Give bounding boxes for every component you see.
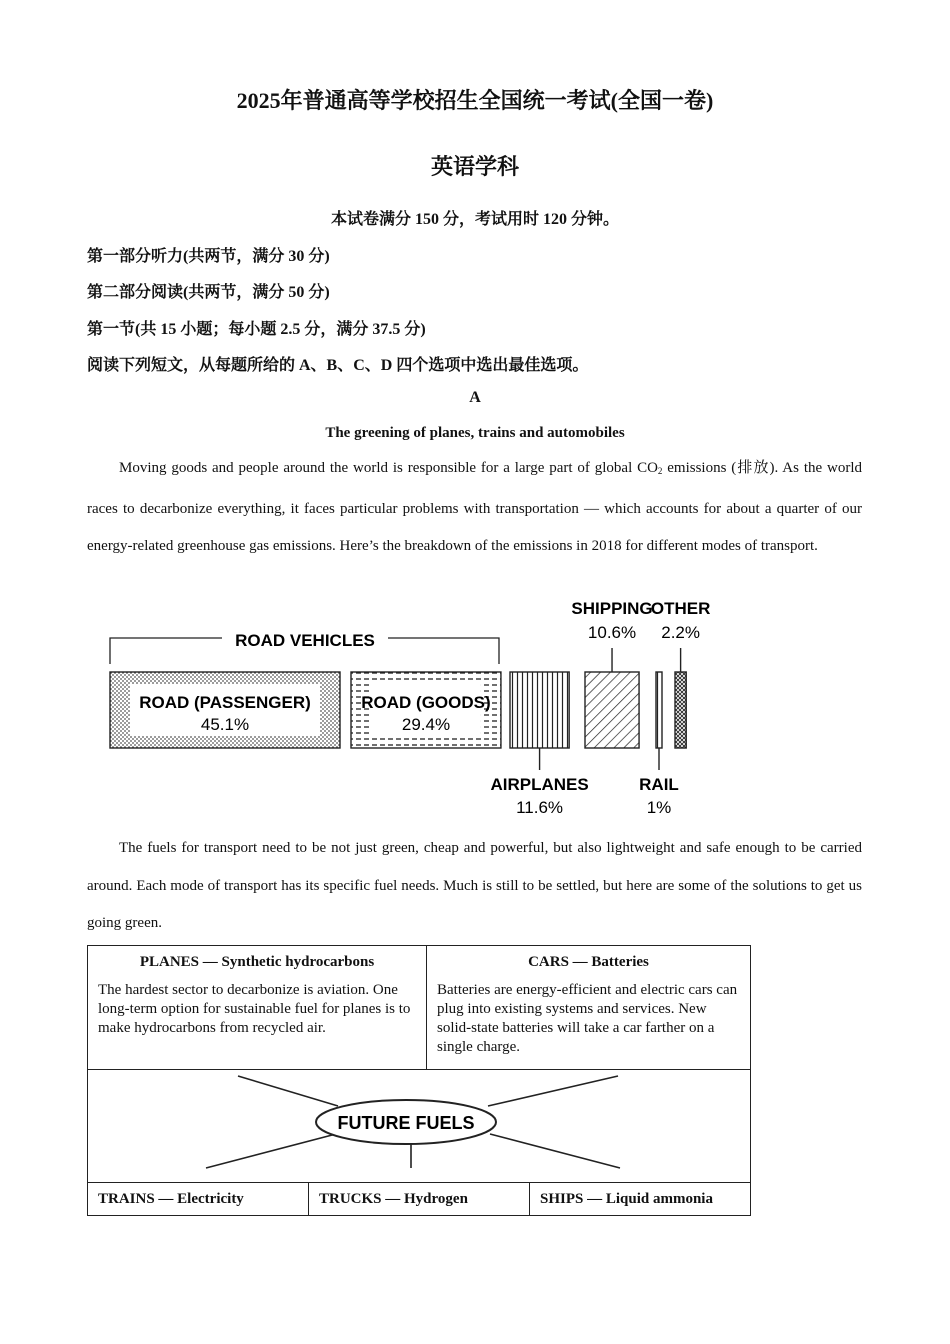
p2-text: The fuels for transport need to be not just green, cheap and powerful, but also lightweight and safe enough to be carried around. Each mode of transport has its specific fuel needs. Much is still to be settled, but here are some of the solutions to get us going green. [87,840,862,931]
rail-bar [656,672,662,748]
trucks-cell: TRUCKS — Hydrogen [309,1183,530,1216]
future-fuels-label: FUTURE FUELS [337,1113,475,1133]
passage-letter: A [469,389,481,406]
section1-heading: 第一节(共 15 小题；每小题 2.5 分，满分 37.5 分) [87,321,426,338]
top-row [88,946,751,1070]
rail-category-label: RAIL [639,775,679,794]
part2-heading: 第二部分阅读(共两节，满分 50 分) [87,284,330,301]
p1-text-start: Moving goods and people around the world is responsible for a large part of global CO [119,460,658,476]
road-vehicles-label: ROAD VEHICLES [235,631,375,650]
other-value-label: 2.2% [661,623,700,642]
planes-cell [88,946,427,1069]
planes-text: The hardest sector to decarbonize is aviation. One long-term option for sustainable fuel for planes is to make hydrocarbons from recycled air. [98,982,411,1036]
cars-heading: CARS — Batteries [528,954,649,970]
emissions-chart [100,598,740,824]
exam-info: 本试卷满分 150 分，考试用时 120 分钟。 [330,211,619,228]
cars-text: Batteries are energy-efficient and electric cars can plug into existing systems and services. New solid-state batteries will take a car farther on a single charge. [437,982,738,1055]
paragraph-2 [87,830,862,943]
shipping-bar [585,672,639,748]
future-fuels-table [87,945,751,1216]
airplanes-value-label: 11.6% [516,798,564,817]
future-fuels-diagram [88,1070,750,1182]
instruction: 阅读下列短文，从每题所给的 A、B、C、D 四个选项中选出最佳选项。 [87,357,589,374]
passage-title: The greening of planes, trains and automobiles [325,425,625,441]
paragraph-1 [87,450,862,566]
road-passenger-category-label: ROAD (PASSENGER) [139,693,311,712]
shipping-value-label: 10.6% [587,623,637,642]
rail-value-label: 1% [646,798,672,817]
ships-cell: SHIPS — Liquid ammonia [530,1183,751,1216]
other-category-label: OTHER [650,599,711,618]
road-passenger-value-label: 45.1% [200,715,250,734]
shipping-category-label: SHIPPING [571,599,653,618]
subject-title: 英语学科 [430,154,519,179]
part1-heading: 第一部分听力(共两节，满分 30 分) [87,248,330,265]
co2-subscript: 2 [657,466,663,476]
airplanes-category-label: AIRPLANES [490,775,589,794]
future-fuels-diagram-cell [88,1070,751,1183]
exam-title: 2025年普通高等学校招生全国统一考试(全国一卷) [236,88,714,113]
planes-heading: PLANES — Synthetic hydrocarbons [139,954,375,970]
p1-text-end: emissions (排放). As the world races to decarbonize everything, it faces particular problems with transportation — which accounts for about a quarter of our energy-related greenhouse gas emissions. Here’s the breakdown of the emissions in 2018 for different modes of transport. [87,460,862,554]
road-goods-value-label: 29.4% [401,715,451,734]
trains-cell: TRAINS — Electricity [88,1183,309,1216]
road-goods-category-label: ROAD (GOODS) [361,693,491,712]
cars-cell [427,946,750,1069]
other-bar [675,672,686,748]
airplanes-bar [510,672,569,748]
